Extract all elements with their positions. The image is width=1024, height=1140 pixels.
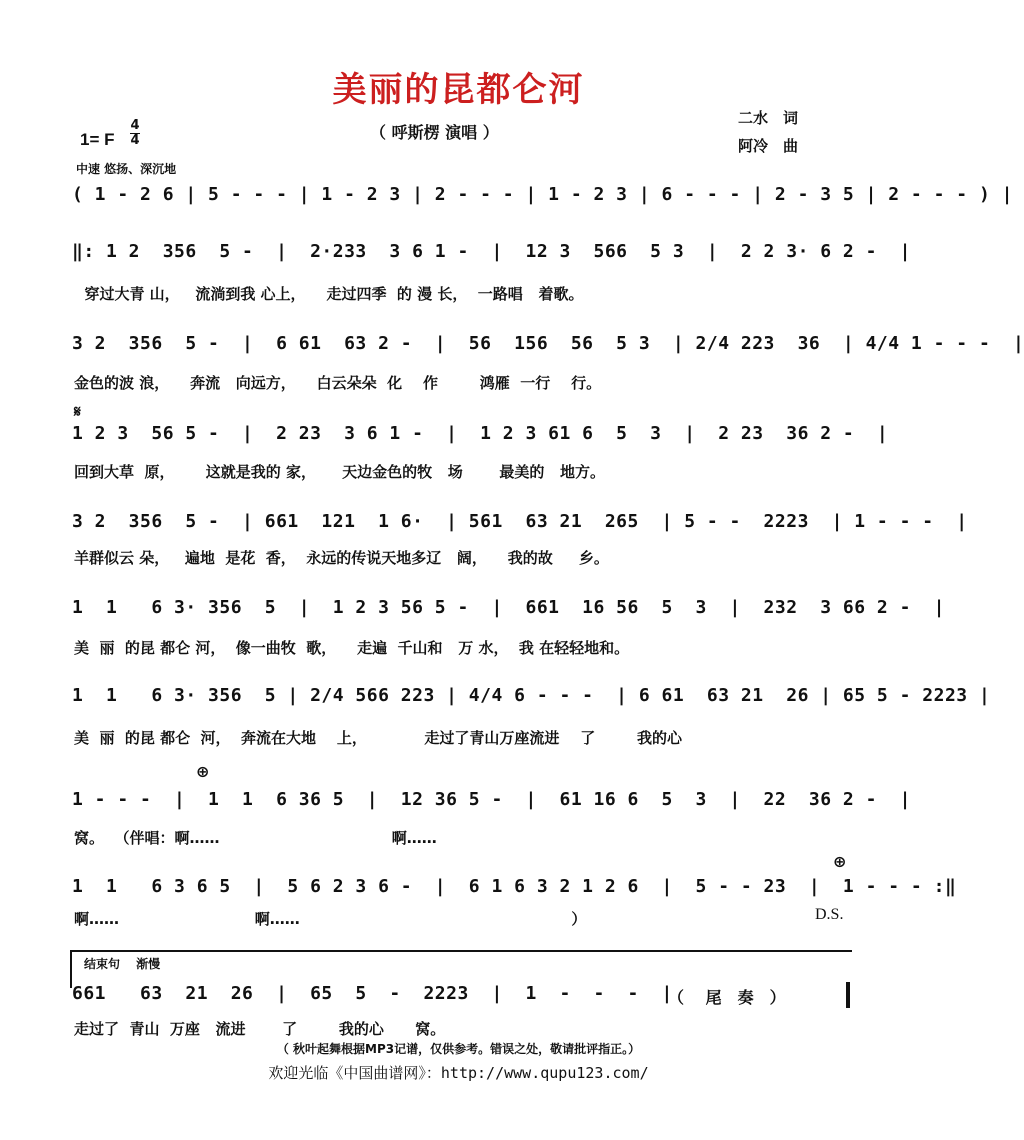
lyrics-row: 窝。 （伴唱：啊…… 啊…… <box>74 829 437 847</box>
composer-credit: 阿冷 曲 <box>738 137 799 155</box>
key-signature: 1= F <box>80 130 115 149</box>
ending-label: 结束句 渐慢 <box>84 957 161 971</box>
notation-row-ending: 661 63 21 26 | 65 5 - 2223 | 1 - - - | <box>72 983 673 1004</box>
notation-row: 1 2 3 56 5 - | 2 23 3 6 1 - | 1 2 3 61 6 5 3 | 2 23 36 2 - | <box>72 423 889 444</box>
outro-label: （ 尾 奏 ） <box>668 988 786 1007</box>
time-sig-top: 4 <box>130 118 140 133</box>
lyrics-row: 金色的波 浪， 奔流 向远方， 白云朵朵 化 作 鸿雁 一行 行。 <box>74 374 602 392</box>
final-barline <box>846 982 850 1008</box>
lyrics-row: 羊群似云 朵， 遍地 是花 香， 永远的传说天地多辽 阔， 我的故 乡。 <box>74 549 609 567</box>
coda-sign: ⊕ <box>196 762 210 781</box>
notation-row: 3 2 356 5 - | 661 121 1 6· | 561 63 21 265 | 5 - - 2223 | 1 - - - | <box>72 511 968 532</box>
time-signature <box>130 120 140 147</box>
performer-credit: （ 呼斯楞 演唱 ） <box>370 123 499 142</box>
notation-row: 3 2 356 5 - | 6 61 63 2 - | 56 156 56 5 3 | 2/4 223 36 | 4/4 1 - - - | <box>72 333 1024 354</box>
notation-row: 1 - - - | 1 1 6 36 5 | 12 36 5 - | 61 16 6 5 3 | 22 36 2 - | <box>72 789 911 810</box>
lyrics-row-ending: 走过了 青山 万座 流进 了 我的心 窝。 <box>74 1020 446 1038</box>
ds-marking: D.S. <box>815 906 844 923</box>
lyrics-row: 回到大草 原， 这就是我的 家， 天边金色的牧 场 最美的 地方。 <box>74 463 606 481</box>
lyrics-row: 穿过大青 山， 流淌到我 心上， 走过四季 的 漫 长， 一路唱 着歌。 <box>74 285 584 303</box>
notation-row: 1 1 6 3· 356 5 | 1 2 3 56 5 - | 661 16 56 5 3 | 232 3 66 2 - | <box>72 597 945 618</box>
website-credit: 欢迎光临《中国曲谱网》：http://www.qupu123.com/ <box>268 1064 649 1082</box>
lyrics-row: 美 丽 的昆 都仑 河， 奔流在大地 上， 走过了青山万座流进 了 我的心 <box>74 729 683 747</box>
lyrics-row: 啊…… 啊…… ） <box>74 910 587 928</box>
time-sig-bottom: 4 <box>130 133 140 148</box>
lyricist-credit: 二水 词 <box>738 109 799 127</box>
coda-sign: ⊕ <box>833 852 847 871</box>
notation-row-intro: ( 1 - 2 6 | 5 - - - | 1 - 2 3 | 2 - - - | 1 - 2 3 | 6 - - - | 2 - 3 5 | 2 - - - ) | <box>72 184 1013 205</box>
notation-row: 1 1 6 3 6 5 | 5 6 2 3 6 - | 6 1 6 3 2 1 2 6 | 5 - - 23 | 1 - - - :‖ <box>72 876 957 897</box>
lyrics-row: 美 丽 的昆 都仑 河， 像一曲牧 歌， 走遍 千山和 万 水， 我 在轻轻地和。 <box>74 639 630 657</box>
song-title: 美丽的昆都仑河 <box>332 70 585 110</box>
transcription-note: （ 秋叶起舞根据MP3记谱，仅供参考。错误之处，敬请批评指正。） <box>276 1042 641 1056</box>
segno-sign: 𝄋 <box>74 402 81 421</box>
notation-row: ‖: 1 2 356 5 - | 2·233 3 6 1 - | 12 3 566 5 3 | 2 2 3· 6 2 - | <box>72 241 911 262</box>
tempo-marking: 中速 悠扬、深沉地 <box>76 162 177 176</box>
notation-row: 1 1 6 3· 356 5 | 2/4 566 223 | 4/4 6 - - - | 6 61 63 21 26 | 65 5 - 2223 | <box>72 685 991 706</box>
